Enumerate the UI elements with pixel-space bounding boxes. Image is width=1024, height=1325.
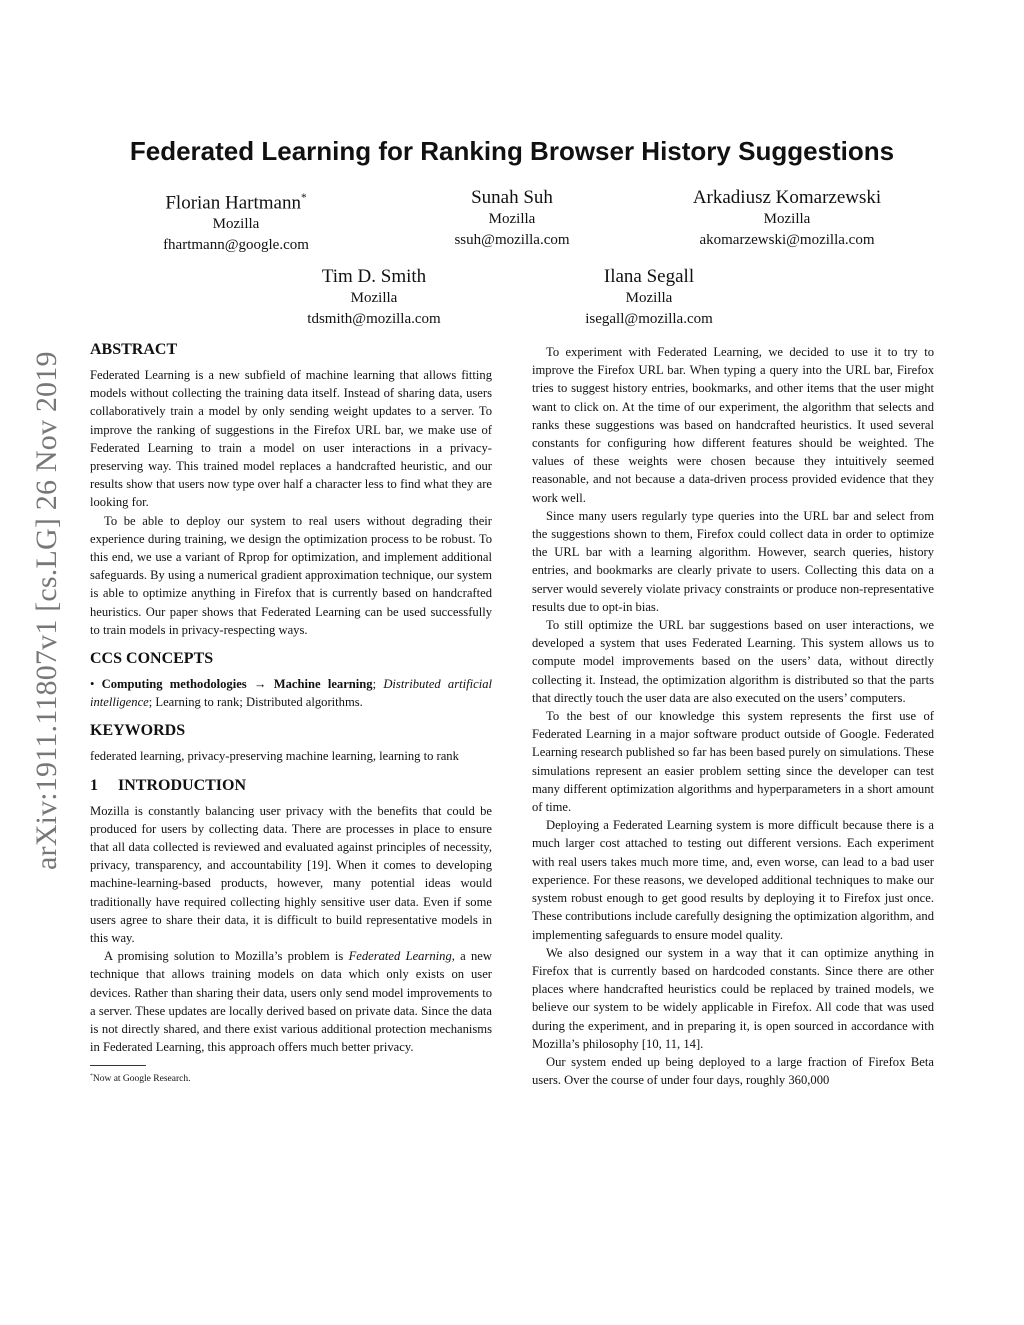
right-column [532, 343, 934, 1089]
body-paragraph: We also designed our system in a way that it can optimize anything in Firefox that is currently based on hardcoded constants. Since there are other places where handcrafted heuristics could be replaced by trained models, we believe our system to be widely applicable in Firefox. All code that was used during the experiment, and in preparing it, is open sourced in accordance with Mozilla’s philosophy [10, 11, 14]. [532, 945, 934, 1051]
author-name: Tim D. Smith [321, 266, 427, 287]
left-column [90, 340, 492, 1086]
keywords-text: federated learning, privacy-preserving machine learning, learning to rank [90, 749, 459, 764]
body-paragraph: Deploying a Federated Learning system is more difficult because there is a much larger cost attached to testing out different versions. Each experiment with real users takes much more time, and, even worse, can lead to a bad user experience. For these reasons, we developed additional techniques to make our system robust enough to get good results by deploying it to Firefox just once. These contributions include carefully designing the optimization algorithm, and implementing safeguards to ensure model quality. [532, 818, 934, 942]
author-email: akomarzewski@mozilla.com [699, 232, 875, 248]
author-block [372, 187, 652, 251]
author-block [647, 187, 927, 251]
ccs-concepts: • Computing methodologies → Machine learning; Distributed artificial intelligence; Learning to rank; Distributed algorithms. [90, 677, 492, 710]
body-paragraph: To experiment with Federated Learning, we decided to use it to try to improve the Firefox URL bar. When typing a query into the URL bar, Firefox tries to suggest history entries, bookmarks, and other items that the user might want to click on. At the time of our experiment, the algorithm that selects and ranks these suggestions was based on handcrafted heuristics. It used several constants for configuring how different features should be weighted. The values of these weights were chosen because they intuitively seemed reasonable, and not because a data-driven process provided evidence that they work well. [532, 345, 934, 505]
author-email: fhartmann@google.com [163, 237, 309, 254]
paper-title: Federated Learning for Ranking Browser History Suggestions [129, 136, 895, 166]
author-email: tdsmith@mozilla.com [307, 311, 441, 327]
body-paragraph: To still optimize the URL bar suggestions based on user interactions, we developed a system that uses Federated Learning. This system allows us to compute model improvements based on the users’ data, without directly collecting it. Instead, the optimization algorithm is distributed so that the parts that directly touch the user data are also executed on the users’ computers. [532, 618, 934, 705]
body-paragraph: Our system ended up being deployed to a large fraction of Firefox Beta users. Over the course of under four days, roughly 360,000 [532, 1054, 934, 1088]
arxiv-identifier: arXiv:1911.11807v1 [cs.LG] 26 Nov 2019 [30, 351, 63, 870]
footnote-marker: * [300, 192, 307, 204]
footnote: *Now at Google Research. [90, 1072, 191, 1084]
footnote-divider [90, 1065, 146, 1066]
abstract-paragraph: Federated Learning is a new subfield of machine learning that allows fitting models without collecting the training data itself. Instead of sharing data, users collaboratively train a model by only sending weight updates to a server. To improve the ranking of suggestions in the Firefox URL bar, we make use of Federated Learning to train a model on user interactions in a privacy-preserving way. This trained model replaces a handcrafted heuristic, and our results show that users now type over half a character less to find what they are looking for. [90, 368, 492, 510]
author-block [234, 266, 514, 330]
intro-paragraph: A promising solution to Mozilla’s problem is Federated Learning, a new technique that allows training models on data which only exists on user devices. Rather than sharing their data, users only send model improvements to a server. These updates are locally derived based on private data. Since the data is not directly shared, and there exist various additional protection mechanisms in Federated Learning, this approach offers much better privacy. [90, 949, 492, 1055]
body-paragraph: To the best of our knowledge this system represents the first use of Federated Learning in a major software product outside of Google. Federated Learning research published so far has been based purely on simulations. These simulations represent an easier problem setting since the developer can test many different optimization algorithms and hyperparameters in a short amount of time. [532, 709, 934, 815]
author-name: Florian Hartmann* [165, 192, 307, 214]
body-paragraph: Since many users regularly type queries into the URL bar and select from the suggestions shown to them, Firefox could collect data in order to optimize the URL bar with a learning algorithm. However, search queries, history entries, and bookmarks are clearly private to users. Collecting this data on a server would severely violate privacy constraints or produce non-representative results due to opt-in bias. [532, 508, 934, 614]
ccs-heading: CCS CONCEPTS [90, 650, 214, 668]
author-email: isegall@mozilla.com [585, 311, 713, 327]
author-affiliation: Mozilla [625, 290, 673, 306]
intro-heading: 1 INTRODUCTION [90, 776, 247, 794]
author-block [96, 187, 376, 256]
abstract-heading: ABSTRACT [90, 341, 178, 358]
abstract-paragraph: To be able to deploy our system to real users without degrading their experience during training, we design the optimization process to be robust. To this end, we use a variant of Rprop for optimization, and implement additional safeguards. By using a numerical gradient approximation technique, our system is able to optimize anything in Firefox that is currently based on handcrafted heuristics. Our paper shows that Federated Learning can be used successfully to train models in privacy-respecting ways. [90, 513, 492, 637]
author-affiliation: Mozilla [488, 211, 536, 227]
intro-paragraph: Mozilla is constantly balancing user privacy with the benefits that could be produced for users by collecting data. There are processes in place to ensure that all data collected is reviewed and evaluated against principles of necessity, privacy, transparency, and accountability [19]. When it comes to developing machine-learning-based products, however, many potential ideas would traditionally have required collecting highly sensitive user data. Even if some users agree to share their data, it is difficult to build representative models in this way. [90, 803, 492, 946]
author-affiliation: Mozilla [350, 290, 398, 306]
author-affiliation: Mozilla [212, 216, 260, 233]
author-email: ssuh@mozilla.com [454, 232, 570, 248]
author-block [509, 266, 789, 330]
author-affiliation: Mozilla [763, 211, 811, 227]
author-name: Ilana Segall [603, 266, 695, 287]
keywords-heading: KEYWORDS [90, 722, 186, 740]
author-name: Arkadiusz Komarzewski [692, 187, 882, 208]
author-name: Sunah Suh [471, 187, 553, 208]
